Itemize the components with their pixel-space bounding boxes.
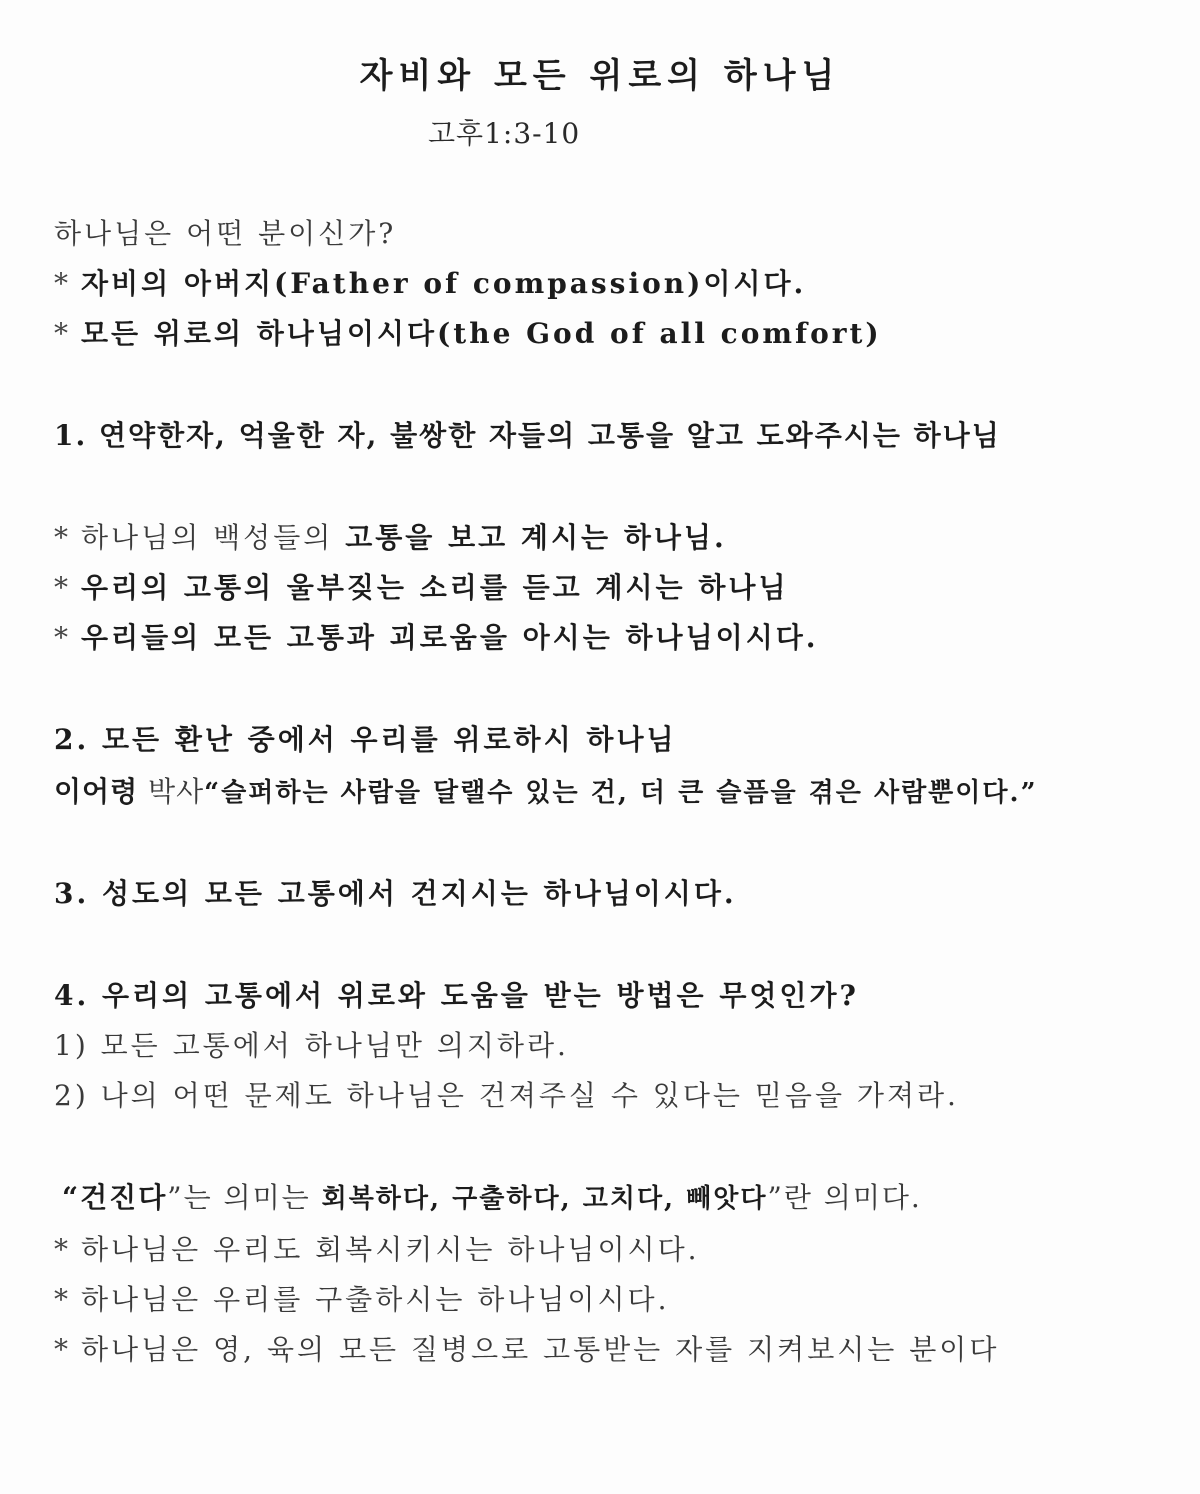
point-bold-text: 우리들의 모든 고통과 괴로움을 아시는 하나님이시다. [81, 621, 819, 654]
intro-point-text: 자비의 아버지(Father of compassion)이시다. [81, 267, 807, 300]
quote-text: “슬퍼하는 사람을 달랠수 있는 건, 더 큰 슬픔을 겪은 사람뿐이다.” [204, 778, 1038, 808]
bullet-marker: * [54, 267, 71, 300]
intro-point [54, 312, 882, 352]
section-1-heading: 1. 연약한자, 억울한 자, 불쌍한 자들의 고통을 알고 도와주시는 하나님 [54, 419, 1001, 452]
section-3-heading: 3. 성도의 모든 고통에서 건지시는 하나님이시다. [54, 877, 737, 910]
section-4-item: 2) 나의 어떤 문제도 하나님은 건져주실 수 있다는 믿음을 가져라. [54, 1079, 959, 1112]
point-plain-text: 하나님의 백성들의 [81, 521, 346, 554]
quote-author: 이어령 [54, 775, 139, 808]
page-title: 자비와 모든 위로의 하나님 [359, 56, 841, 96]
intro-question: 하나님은 어떤 분이신가? [54, 217, 397, 250]
section-2-heading: 2. 모든 환난 중에서 우리를 위로하시 하나님 [54, 723, 677, 756]
scripture-reference: 고후1:3-10 [428, 117, 581, 150]
meaning-text: ”는 의미는 [167, 1181, 322, 1214]
meaning-terms: 회복하다, 구출하다, 고치다, 빼앗다 [321, 1184, 768, 1214]
bullet-marker: * [54, 317, 71, 350]
meaning-line [62, 1176, 922, 1216]
intro-point [54, 262, 806, 302]
section-2-quote [54, 770, 1038, 810]
section-1-point [54, 516, 727, 556]
bullet-marker: * [54, 621, 71, 654]
meaning-end: ”란 의미다. [767, 1181, 922, 1214]
open-quote: “ [62, 1181, 81, 1214]
point-bold-text: 고통을 보고 계시는 하나님. [345, 521, 727, 554]
bullet-marker: * [54, 571, 71, 604]
closing-point-text: 하나님은 영, 육의 모든 질병으로 고통받는 자를 지켜보시는 분이다 [81, 1333, 1000, 1366]
bullet-marker: * [54, 1233, 71, 1266]
bullet-marker: * [54, 1333, 71, 1366]
bullet-marker: * [54, 521, 71, 554]
closing-point-text: 하나님은 우리도 회복시키시는 하나님이시다. [81, 1233, 700, 1266]
closing-point [54, 1228, 700, 1268]
closing-point [54, 1278, 669, 1318]
quote-author-title: 박사 [138, 775, 205, 808]
bullet-marker: * [54, 1283, 71, 1316]
intro-point-text: 모든 위로의 하나님이시다(the God of all comfort) [81, 317, 882, 350]
point-bold-text: 우리의 고통의 울부짖는 소리를 듣고 계시는 하나님 [81, 571, 789, 604]
section-4-item: 1) 모든 고통에서 하나님만 의지하라. [54, 1029, 569, 1062]
closing-point-text: 하나님은 우리를 구출하시는 하나님이시다. [81, 1283, 670, 1316]
section-1-point [54, 616, 819, 656]
section-4-heading: 4. 우리의 고통에서 위로와 도움을 받는 방법은 무엇인가? [54, 979, 859, 1012]
meaning-word: 건진다 [80, 1181, 168, 1214]
section-1-point [54, 566, 789, 606]
closing-point [54, 1328, 999, 1368]
